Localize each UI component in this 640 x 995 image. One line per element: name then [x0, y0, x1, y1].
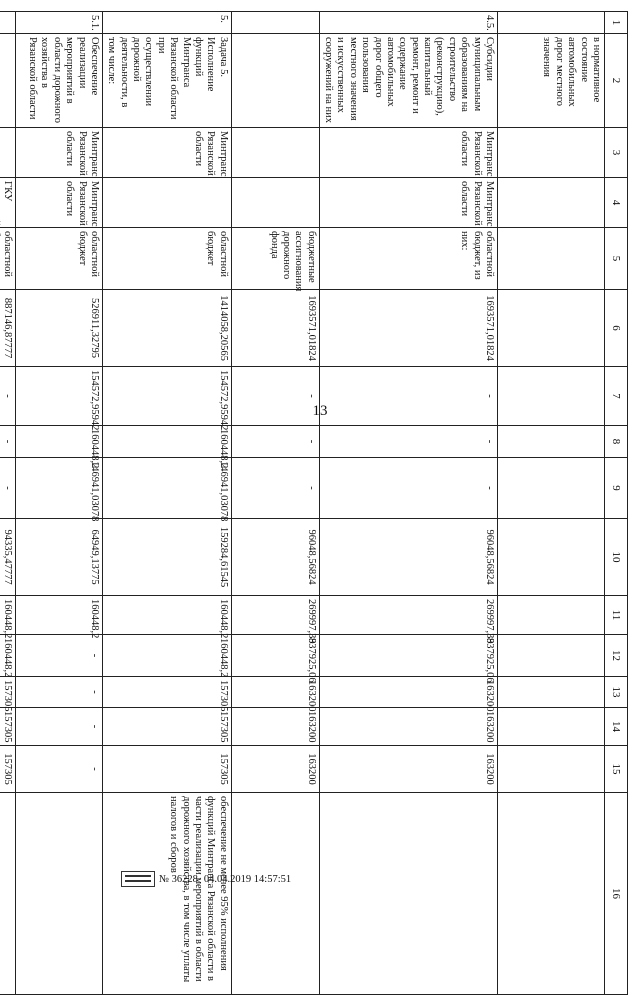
table-cell: 163200	[319, 677, 497, 708]
table-cell: ГКУ	[0, 178, 16, 228]
table-cell: 160448,2	[103, 635, 232, 677]
col-header: 9	[605, 458, 628, 519]
table-cell	[498, 290, 605, 367]
table-cell: -	[231, 426, 319, 458]
table-cell: 163200	[231, 708, 319, 746]
table-cell: -	[16, 746, 103, 793]
table-cell: 146941,03078	[103, 458, 232, 519]
table-cell	[103, 178, 232, 228]
table-cell: -	[0, 426, 16, 458]
table-cell	[0, 793, 16, 995]
table-cell: 157305	[0, 746, 16, 793]
table-cell: -	[16, 708, 103, 746]
table-cell: областной	[0, 228, 16, 290]
col-header: 7	[605, 367, 628, 426]
table-cell: Обеспечение реализации мероприятий в области дорожного хозяйства в Рязанской области	[16, 34, 103, 128]
table-cell: 160448,2	[0, 596, 16, 635]
table-cell: 1693571,01824	[319, 290, 497, 367]
table-cell: -	[16, 677, 103, 708]
table-cell: 160448,2	[103, 596, 232, 635]
table-cell	[498, 128, 605, 178]
col-header: 11	[605, 596, 628, 635]
table-cell: 4.5.	[319, 12, 497, 34]
table-cell: 5.	[103, 12, 232, 34]
table-cell: Минтранс Рязанской области	[16, 128, 103, 178]
table-cell: областной бюджет	[103, 228, 232, 290]
table-cell	[319, 793, 497, 995]
table-cell: 837925,06	[319, 635, 497, 677]
table-cell: 159284,61545	[103, 519, 232, 596]
table-cell: 5.1.	[16, 12, 103, 34]
table-cell: 1693571,01824	[231, 290, 319, 367]
table-cell: Минтранс Рязанской области	[103, 128, 232, 178]
table-cell	[498, 367, 605, 426]
table-cell: -	[319, 367, 497, 426]
col-header: 14	[605, 708, 628, 746]
table-cell: 163200	[319, 708, 497, 746]
table-cell	[231, 128, 319, 178]
table-cell: 157305	[0, 708, 16, 746]
table-cell	[498, 793, 605, 995]
table-cell: -	[319, 458, 497, 519]
table-cell: обеспечение не менее 95% исполнения функций Минтранса Рязанской области в части реализации мероприятий в области дорожного хозяйства, в том числе уплаты налогов и сборов	[103, 793, 232, 995]
table-cell: Минтранс Рязанской области	[319, 178, 497, 228]
table-cell: -	[231, 458, 319, 519]
col-header: 13	[605, 677, 628, 708]
rotated-table-container	[2, 11, 628, 983]
table-cell: 157305	[0, 677, 16, 708]
table-cell	[498, 677, 605, 708]
table-cell: 94335,47777	[0, 519, 16, 596]
table-cell: 160448,2	[16, 426, 103, 458]
table-cell: 163200	[231, 746, 319, 793]
budget-table	[0, 11, 628, 995]
table-cell: 163200	[231, 677, 319, 708]
table-cell: -	[0, 367, 16, 426]
table-cell: -	[319, 426, 497, 458]
col-header: 2	[605, 34, 628, 128]
table-cell: 160448,2	[16, 596, 103, 635]
header-row	[605, 12, 628, 995]
table-cell	[498, 12, 605, 34]
table-cell	[0, 12, 16, 34]
table-cell	[498, 178, 605, 228]
col-header: 16	[605, 793, 628, 995]
table-cell: 160448,2	[103, 426, 232, 458]
table-cell: 96048,56824	[231, 519, 319, 596]
table-row	[16, 12, 103, 995]
document-number: № 36228	[159, 873, 198, 885]
col-header: 4	[605, 178, 628, 228]
col-header: 10	[605, 519, 628, 596]
table-cell: 154572,95942	[103, 367, 232, 426]
table-cell	[498, 596, 605, 635]
table-row	[103, 12, 232, 995]
table-cell: бюджетные ассигнования дорожного фонда	[231, 228, 319, 290]
table-cell	[16, 793, 103, 995]
table-cell	[231, 12, 319, 34]
table-cell: -	[16, 635, 103, 677]
table-cell	[0, 34, 16, 128]
table-cell	[498, 519, 605, 596]
table-cell: 157305	[103, 677, 232, 708]
table-cell: 154572,95942	[16, 367, 103, 426]
table-cell	[498, 458, 605, 519]
table-cell: 269997,39	[319, 596, 497, 635]
col-header: 5	[605, 228, 628, 290]
table-cell	[0, 128, 16, 178]
table-cell: 157305	[103, 746, 232, 793]
document-timestamp: 04.04.2019 14:57:51	[203, 873, 292, 885]
table-cell: 887146,87777	[0, 290, 16, 367]
table-cell: -	[0, 458, 16, 519]
table-cell: 157305	[103, 708, 232, 746]
table-cell: 64949,13775	[16, 519, 103, 596]
table-cell: областной бюджет	[16, 228, 103, 290]
table-cell	[231, 178, 319, 228]
col-header: 15	[605, 746, 628, 793]
table-cell: Субсидии муниципальным образованиям на строительство (реконструкцию), капитальный ремонт, ремонт и содержание автомобильных дорог общего пользования местного значения и искусственных сооружений на них	[319, 34, 497, 128]
table-cell	[498, 228, 605, 290]
table-cell: 163200	[319, 746, 497, 793]
col-header: 1	[605, 12, 628, 34]
table-row	[498, 12, 605, 995]
table-cell	[498, 635, 605, 677]
table-cell: областной бюджет, из них:	[319, 228, 497, 290]
table-cell: -	[231, 367, 319, 426]
table-row	[231, 12, 319, 995]
table-cell: 1414058,20565	[103, 290, 232, 367]
table-cell: Минтранс Рязанской области	[16, 178, 103, 228]
footer	[121, 871, 291, 887]
table-row	[0, 12, 16, 995]
col-header: 3	[605, 128, 628, 178]
col-header: 8	[605, 426, 628, 458]
table-cell: 146941,03078	[16, 458, 103, 519]
table-row	[319, 12, 497, 995]
table-cell: 160448,2	[0, 635, 16, 677]
table-cell: Задача 5. Исполнение функций Минтранса Рязанской области при осуществлении дорожной деятельности, в том числе:	[103, 34, 232, 128]
table-cell	[231, 793, 319, 995]
table-cell: 96048,56824	[319, 519, 497, 596]
table-cell	[498, 426, 605, 458]
table-cell	[498, 746, 605, 793]
table-cell: 526911,32795	[16, 290, 103, 367]
document-stamp-icon	[121, 871, 155, 887]
table-cell: 269997,39	[231, 596, 319, 635]
page-number: 13	[312, 403, 328, 419]
col-header: 6	[605, 290, 628, 367]
table-cell: 837925,06	[231, 635, 319, 677]
table-cell	[231, 34, 319, 128]
table-cell: в нормативное состояние автомобильных дорог местного значения	[498, 34, 605, 128]
table-cell: Минтранс Рязанской области	[319, 128, 497, 178]
table-cell	[498, 708, 605, 746]
col-header: 12	[605, 635, 628, 677]
